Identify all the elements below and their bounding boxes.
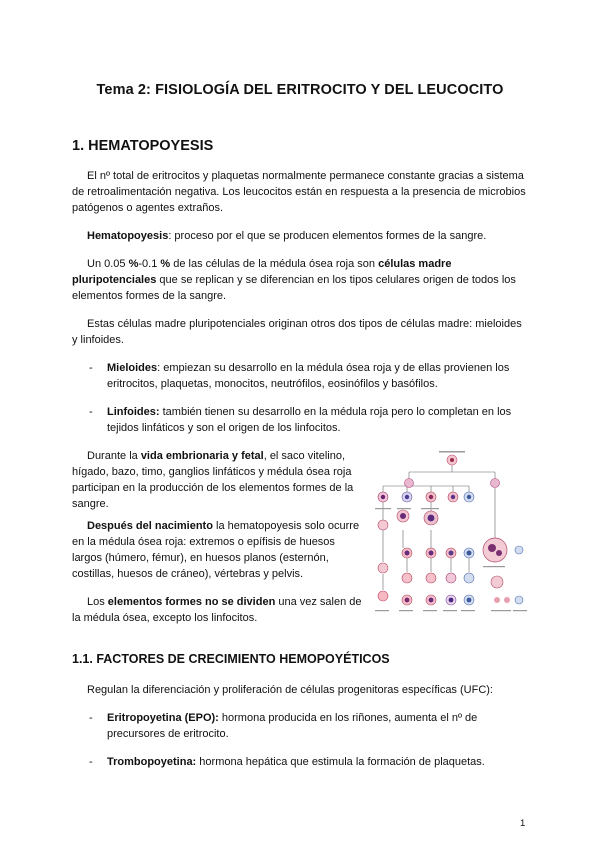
percent-sign: % bbox=[128, 258, 139, 270]
paragraph-elementos-formes bbox=[72, 594, 362, 626]
text-fragment: : empiezan su desarrollo en la médula ósea roja y de ellas provienen los eritrocitos, plaquetas, monocitos, neutrófilos, eosinófilos y basófilos. bbox=[107, 362, 510, 390]
text-fragment: , el saco vitelino, hígado, bazo, timo, ganglios linfáticos y médula ósea roja participan en la producción de los elementos formes de la sangre. bbox=[72, 450, 354, 510]
paragraph-despues-nacimiento bbox=[72, 518, 362, 582]
list-item-eritropoyetina bbox=[89, 710, 527, 742]
text-fragment: de las células de la médula ósea roja son bbox=[170, 258, 379, 270]
text-fragment: Los bbox=[87, 596, 108, 608]
text-fragment: -0.1 bbox=[138, 258, 161, 270]
text-fragment: Durante la bbox=[87, 450, 141, 462]
bullet-dash: - bbox=[89, 362, 93, 374]
term-celulas-madre: células madre pluripotenciales bbox=[72, 258, 452, 286]
term-despues-nacimiento: Después del nacimiento bbox=[87, 520, 213, 532]
diagram-cells bbox=[378, 455, 523, 605]
paragraph-celulas-madre bbox=[72, 256, 530, 304]
text-fragment: hormona hepática que estimula la formación de plaquetas. bbox=[196, 756, 485, 768]
page-title: Tema 2: FISIOLOGÍA DEL ERITROCITO Y DEL LEUCOCITO bbox=[96, 82, 504, 98]
text-fragment: la hematopoyesis solo ocurre en la médula ósea roja: extremos o epífisis de huesos largos (húmero, fémur), en huesos planos (esternón, costillas, huesos de cráneo), vértebras y pelvis. bbox=[72, 520, 360, 580]
text-fragment: que se replican y se diferencian en los tipos celulares origen de todos los elementos formes de la sangre. bbox=[72, 274, 516, 302]
bullet-text bbox=[107, 360, 527, 392]
term-eritropoyetina: Eritropoyetina (EPO): bbox=[107, 712, 219, 724]
list-item-linfoides bbox=[89, 404, 527, 436]
section-heading-factores: 1.1. FACTORES DE CRECIMIENTO HEMOPOYÉTICOS bbox=[72, 652, 390, 666]
def-text: : proceso por el que se producen elementos formes de la sangre. bbox=[168, 230, 487, 242]
paragraph-vida-fetal bbox=[72, 448, 362, 512]
text-fragment: Un 0.05 bbox=[87, 258, 129, 270]
paragraph-factores-intro: Regulan la diferenciación y proliferación de células progenitoras específicas (UFC): bbox=[87, 684, 493, 696]
hematopoiesis-diagram bbox=[373, 450, 531, 623]
bullet-dash: - bbox=[89, 756, 93, 768]
section-heading-hematopoyesis: 1. HEMATOPOYESIS bbox=[72, 138, 214, 154]
page-number: 1 bbox=[520, 818, 526, 829]
diagram-label-marks bbox=[375, 451, 527, 611]
bullet-text bbox=[107, 754, 527, 770]
bullet-text bbox=[107, 710, 527, 742]
bullet-dash: - bbox=[89, 406, 93, 418]
term-trombopoyetina: Trombopoyetina: bbox=[107, 756, 197, 768]
paragraph-hematopoyesis-def bbox=[72, 228, 530, 244]
list-item-mieloides bbox=[89, 360, 527, 392]
text-fragment: también tienen su desarrollo en la médula roja pero lo completan en los tejidos linfáticos y son el origen de los linfocitos. bbox=[107, 406, 512, 434]
list-item-trombopoyetina bbox=[89, 754, 527, 770]
term-mieloides: Mieloides bbox=[107, 362, 158, 374]
term-linfoides: Linfoides: bbox=[107, 406, 160, 418]
bullet-text bbox=[107, 404, 527, 436]
bullet-dash: - bbox=[89, 712, 93, 724]
text-fragment: una vez salen de la médula ósea, excepto los linfocitos. bbox=[72, 596, 362, 624]
diagram-lines bbox=[383, 464, 495, 590]
term-elementos-formes: elementos formes no se dividen bbox=[107, 596, 276, 608]
paragraph-mieloides-linfoides: Estas células madre pluripotenciales originan otros dos tipos de células madre: mieloides y linfoides. bbox=[72, 318, 522, 346]
term-hematopoyesis: Hematopoyesis bbox=[87, 230, 169, 242]
text-fragment: hormona producida en los riñones, aumenta el nº de precursores de eritrocito. bbox=[107, 712, 478, 740]
percent-sign: % bbox=[160, 258, 171, 270]
term-vida-embrionaria: vida embrionaria y fetal bbox=[140, 450, 264, 462]
paragraph-eritrocitos: El nº total de eritrocitos y plaquetas normalmente permanece constante gracias a sistema de retroalimentación negativa. Los leucocitos están en respuesta a la presencia de microbios patógenos o agentes extraños. bbox=[72, 170, 526, 214]
